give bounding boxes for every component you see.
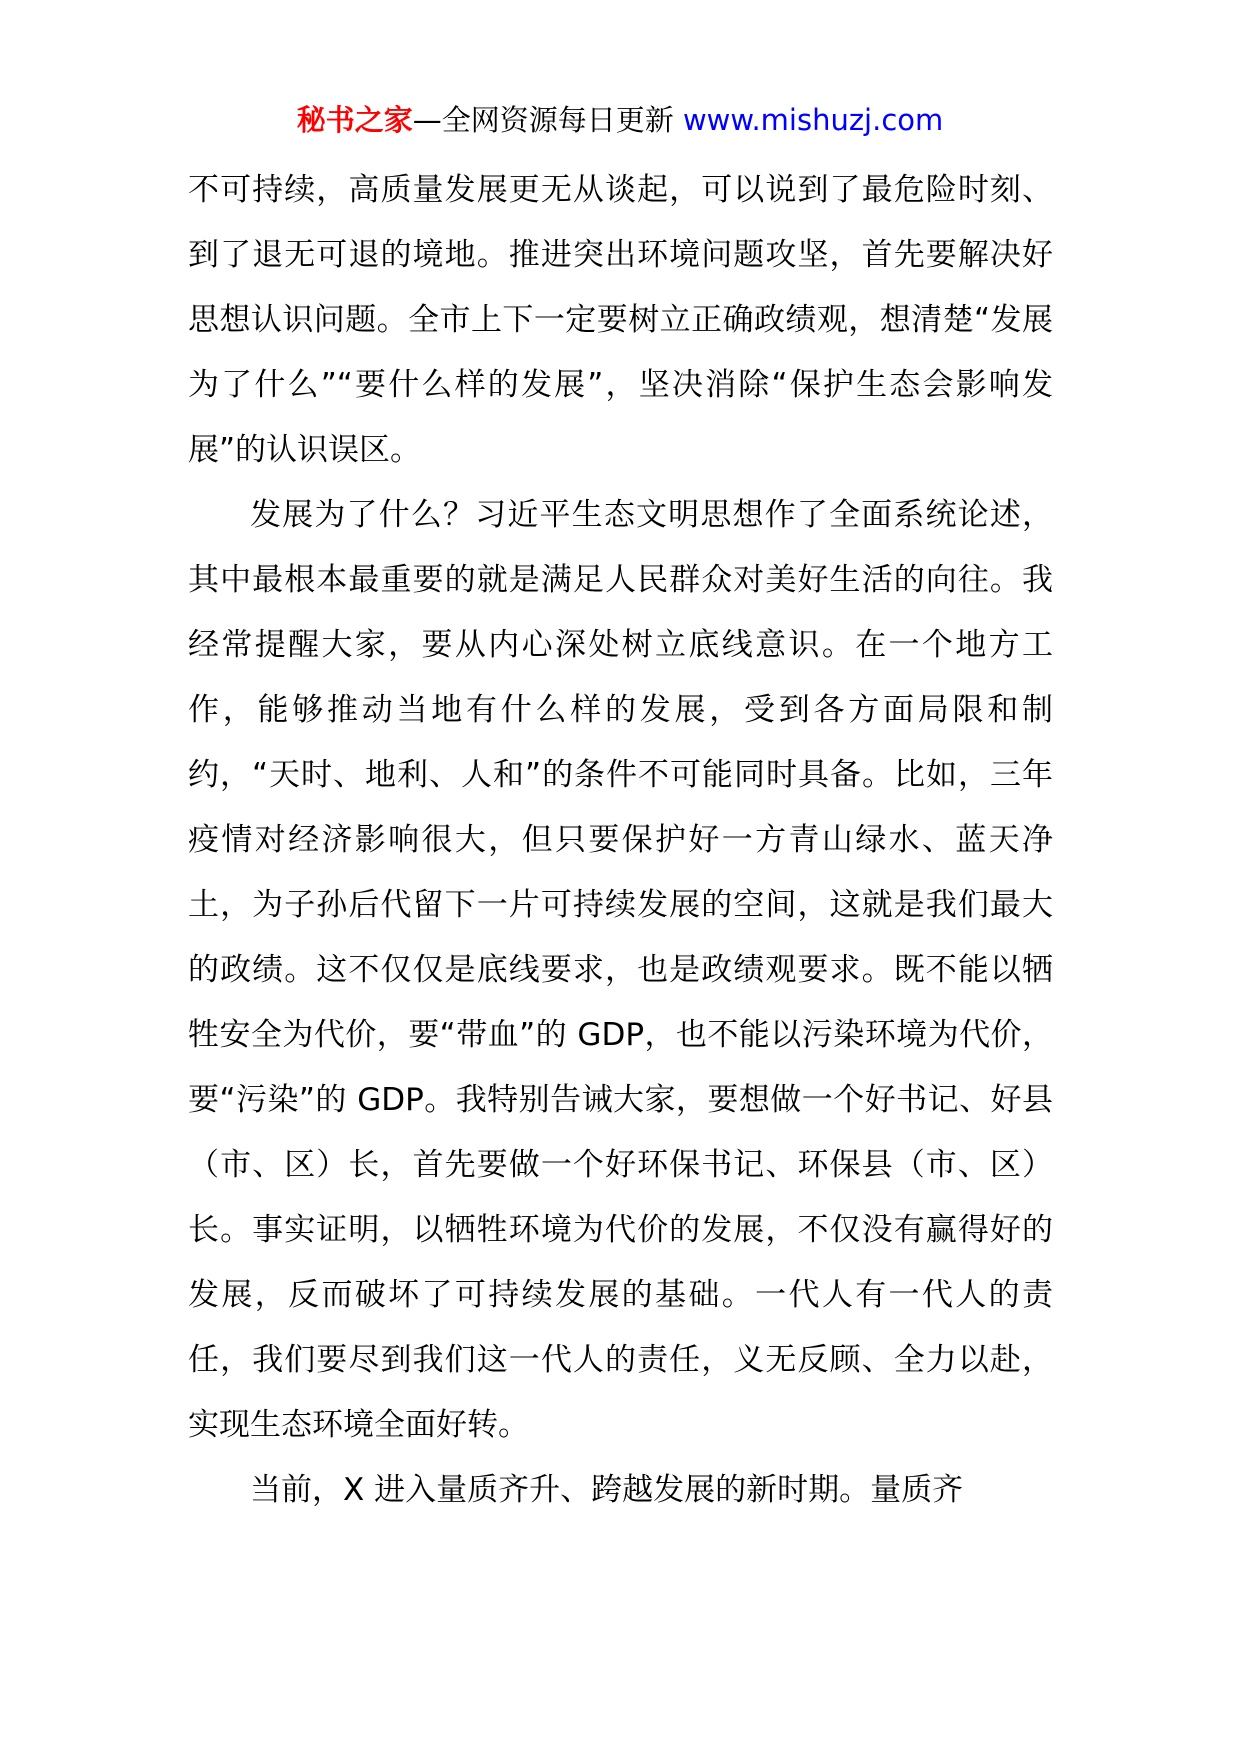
header-tagline: —全网资源每日更新 (412, 103, 683, 137)
document-body (188, 158, 1053, 1523)
brand-name: 秘书之家 (296, 103, 413, 137)
page-header (0, 100, 1240, 140)
paragraph-development-purpose: 发展为了什么？习近平生态文明思想作了全面系统论述，其中最根本最重要的就是满足人民群众对美好生活的向往。我经常提醒大家，要从内心深处树立底线意识。在一个地方工作，能够推动当地有什么样的发展，受到各方面局限和制约，“天时、地利、人和”的条件不可能同时具备。比如，三年疫情对经济影响很大，但只要保护好一方青山绿水、蓝天净土，为子孙后代留下一片可持续发展的空间，这就是我们最大的政绩。这不仅仅是底线要求，也是政绩观要求。既不能以牺牲安全为代价，要“带血”的 GDP，也不能以污染环境为代价，要“污染”的 GDP。我特别告诫大家，要想做一个好书记、好县（市、区）长，首先要做一个好环保书记、环保县（市、区）长。事实证明，以牺牲环境为代价的发展，不仅没有赢得好的发展，反而破坏了可持续发展的基础。一代人有一代人的责任，我们要尽到我们这一代人的责任，义无反顾、全力以赴，实现生态环境全面好转。 (188, 497, 1053, 1443)
site-url-link[interactable]: www.mishuzj.com (682, 103, 944, 137)
paragraph-continued: 不可持续，高质量发展更无从谈起，可以说到了最危险时刻、到了退无可退的境地。推进突出环境问题攻坚，首先要解决好思想认识问题。全市上下一定要树立正确政绩观，想清楚“发展为了什么”“要什么样的发展”，坚决消除“保护生态会影响发展”的认识误区。 (188, 172, 1053, 468)
paragraph-current-period: 当前，X 进入量质齐升、跨越发展的新时期。量质齐 (250, 1472, 964, 1508)
